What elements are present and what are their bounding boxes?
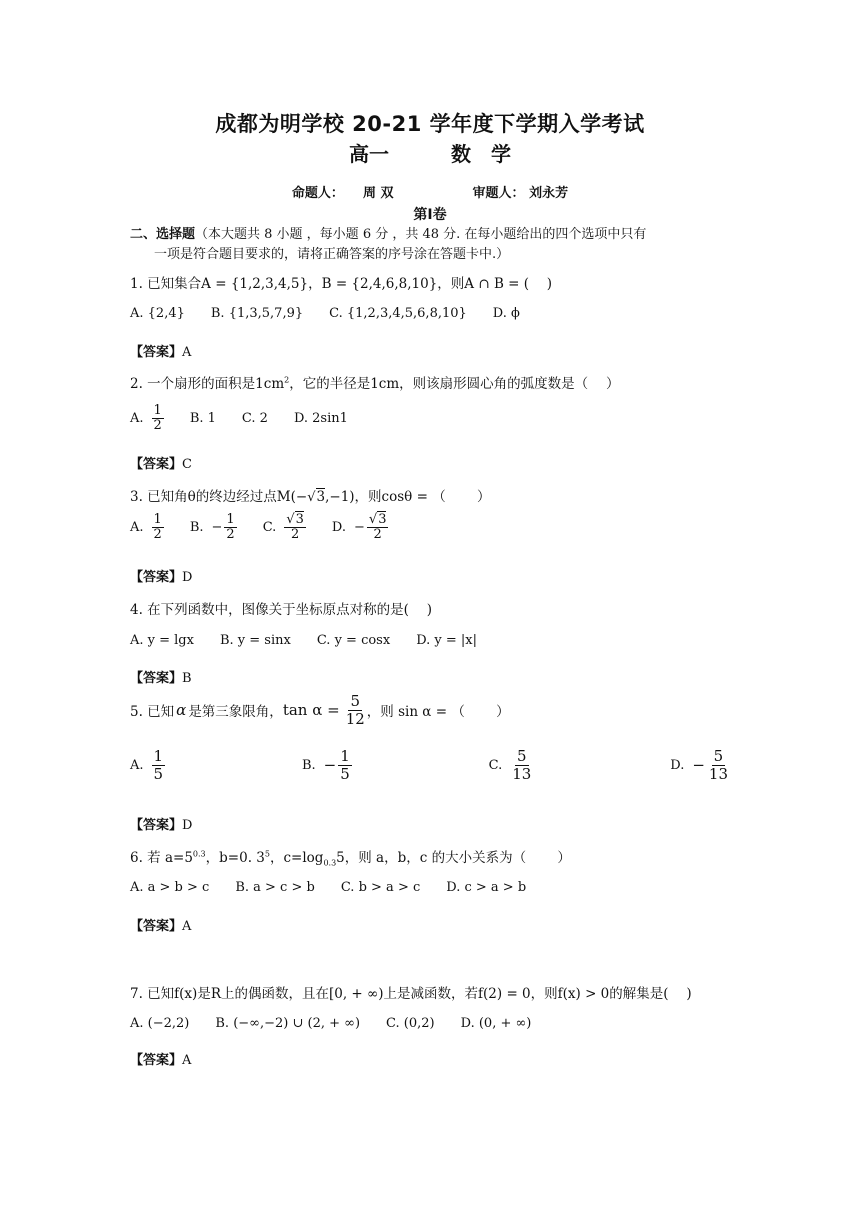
question-1-options [130,306,546,321]
numerator: 1 [226,512,235,527]
q6-stem-d: 5，则 a，b，c 的大小关系为（ ） [336,850,571,866]
q5-alpha: α [176,701,187,719]
q2-stem-a: 2. 一个扇形的面积是1cm [130,376,285,392]
fraction [152,513,164,543]
question-3-stem [130,485,490,505]
question-1-stem: 1. 已知集合A = {1,2,3,4,5}，B = {2,4,6,8,10}，则A ∩ B = ( ) [130,276,553,292]
answer-value: A [182,345,192,360]
answer-label: 【答案】 [130,671,183,686]
author-label: 命题人： [291,186,344,201]
q3-stem-radicand: 3 [316,489,326,505]
q6-option-a: A. a > b > c [130,880,210,895]
question-2-options [130,404,374,434]
question-5-options [130,748,730,782]
reviewer-label: 审题人： [472,186,525,201]
question-7-options [130,1016,557,1031]
minus-sign: − [323,756,337,774]
q6-sup-1: 0.3 [192,849,206,859]
q7-option-d: D. (0, + ∞) [460,1016,532,1031]
section-desc-2: 一项是符合题目要求的，请将正确答案的序号涂在答题卡中.） [154,247,510,262]
grade-label: 高一 [349,142,390,166]
answer-value: D [182,818,193,833]
q7-option-a: A. (−2,2) [130,1016,190,1031]
q6-option-c: C. b > a > c [340,880,421,895]
q5-option-c [489,748,534,782]
option-label: D. [670,757,685,773]
option-label: B. [301,757,316,773]
subject-label: 数 学 [450,142,511,166]
q4-option-d: D. y = |x| [416,633,478,648]
denominator: 13 [512,764,532,783]
q4-option-b: B. y = sinx [219,633,291,648]
authors-line [0,182,860,201]
radicand: 3 [295,512,304,527]
option-label: B. [189,520,204,536]
answer-label: 【答案】 [130,1053,183,1068]
numerator: 5 [517,747,527,765]
q2-option-b: B. 1 [189,411,216,427]
q5-stem-c: ，则 sin α = （ ） [366,704,510,720]
q2-answer [130,453,192,472]
answer-value: D [182,570,193,585]
q1-answer [130,341,191,360]
q6-stem-b: ，b=0. 3 [205,850,265,866]
fraction [224,513,236,543]
question-7-stem: 7. 已知f(x)是R上的偶函数，且在[0, + ∞)上是减函数，若f(2) = 0，则f(x) > 0的解集是( ) [130,986,692,1002]
section-desc-1: （本大题共 8 小题 ，每小题 6 分 ，共 48 分. 在每小题给出的四个选项中只有 [195,227,647,242]
numerator: 1 [153,747,164,765]
question-4-options [130,633,503,648]
q6-stem-a: 6. 若 a=5 [130,850,193,866]
answer-label: 【答案】 [130,457,183,472]
q6-option-d: D. c > a > b [446,880,527,895]
fraction [707,748,730,782]
denominator: 12 [345,709,365,728]
q5-tan: tan α = [282,701,340,719]
q3-option-b [190,513,237,543]
question-5-stem [130,693,510,727]
q2-option-d: D. 2sin1 [293,411,348,427]
numerator: 1 [340,747,350,765]
fraction [338,748,352,782]
denominator: 2 [290,527,300,543]
denominator: 2 [226,527,235,543]
question-4-stem: 4. 在下列函数中，图像关于坐标原点对称的是( ) [130,602,432,618]
denominator: 2 [153,418,162,434]
q5-stem-fraction [344,693,367,727]
q1-option-a: A. {2,4} [130,306,185,321]
q2-stem-sup: 2 [284,375,290,385]
q2-option-c: C. 2 [241,411,268,427]
q7-option-b: B. (−∞,−2) ∪ (2, + ∞) [215,1016,361,1031]
q3-option-a [130,513,164,543]
q5-option-b [302,748,352,782]
denominator: 2 [153,527,162,543]
q1-option-b: B. {1,3,5,7,9} [210,306,304,321]
q7-option-c: C. (0,2) [386,1016,435,1031]
q4-answer [130,667,192,686]
q5-stem-a: 5. 已知 [130,704,175,720]
option-label: C. [488,757,503,773]
q3-stem-b: ,−1)，则cosθ = （ ） [325,489,491,505]
answer-value: C [182,457,192,472]
question-3-options [130,513,414,543]
minus-sign: − [353,520,365,536]
answer-value: B [182,671,192,686]
q5-stem-b: 是第三象限角， [188,704,283,720]
numerator [284,513,306,528]
option-label: C. [262,520,277,536]
sqrt-icon: √ [286,512,295,527]
minus-sign: − [211,520,223,536]
q2-option-a-fraction [152,404,164,434]
exam-title: 成都为明学校 20-21 学年度下学期入学考试 [215,112,645,136]
minus-sign: − [692,756,705,774]
q6-answer [130,915,191,934]
answer-label: 【答案】 [130,570,183,585]
fraction [510,748,533,782]
q5-option-a [130,748,165,782]
q4-option-c: C. y = cosx [316,633,391,648]
answer-label: 【答案】 [130,345,183,360]
fraction [152,748,166,782]
numerator: 5 [713,747,724,765]
volume-heading: 第Ⅰ卷 [413,207,447,223]
denominator: 13 [708,764,728,783]
numerator: 5 [350,692,360,710]
q3-stem-a: 3. 已知角θ的终边经过点M(− [130,489,308,505]
answer-label: 【答案】 [130,919,183,934]
q7-answer [130,1049,191,1068]
section-intro [130,225,730,265]
numerator: 1 [153,512,162,527]
numerator [367,513,389,528]
answer-label: 【答案】 [130,818,183,833]
exam-subtitle [0,138,860,167]
sqrt-icon: √ [307,490,316,505]
question-6-stem [130,846,571,868]
numerator: 1 [153,403,162,418]
q3-answer [130,566,192,585]
answer-value: A [182,1053,192,1068]
q1-option-d: D. ϕ [492,306,520,321]
fraction [284,513,306,543]
q6-sup-2: 5 [264,849,270,859]
q2-option-a-label: A. [130,411,144,427]
radicand: 3 [378,512,387,527]
sqrt-icon: √ [368,512,378,527]
option-label: D. [331,520,346,536]
q6-stem-c: ，c=log [269,850,324,866]
author-name: 周 双 [362,186,394,201]
reviewer-name: 刘永芳 [529,186,569,201]
q3-option-d [332,513,389,543]
q5-option-d [670,748,730,782]
question-6-options [130,880,552,895]
option-label: A. [130,520,144,536]
option-label: A. [130,757,144,773]
q3-option-c [263,513,306,543]
q6-option-b: B. a > c > b [235,880,315,895]
q2-stem-b: ，它的半径是1cm，则该扇形圆心角的弧度数是（ ） [289,376,620,392]
denominator: 5 [153,764,164,783]
fraction [367,513,389,543]
q2-option-a [130,404,164,434]
q4-option-a: A. y = lgx [130,633,194,648]
q6-sub-1: 0.3 [323,858,337,868]
denominator: 5 [340,764,350,783]
answer-value: A [182,919,192,934]
q5-answer [130,814,192,833]
q1-option-c: C. {1,2,3,4,5,6,8,10} [329,306,467,321]
question-2-stem [130,372,619,392]
section-head: 二、选择题 [130,227,196,242]
denominator: 2 [373,527,382,543]
